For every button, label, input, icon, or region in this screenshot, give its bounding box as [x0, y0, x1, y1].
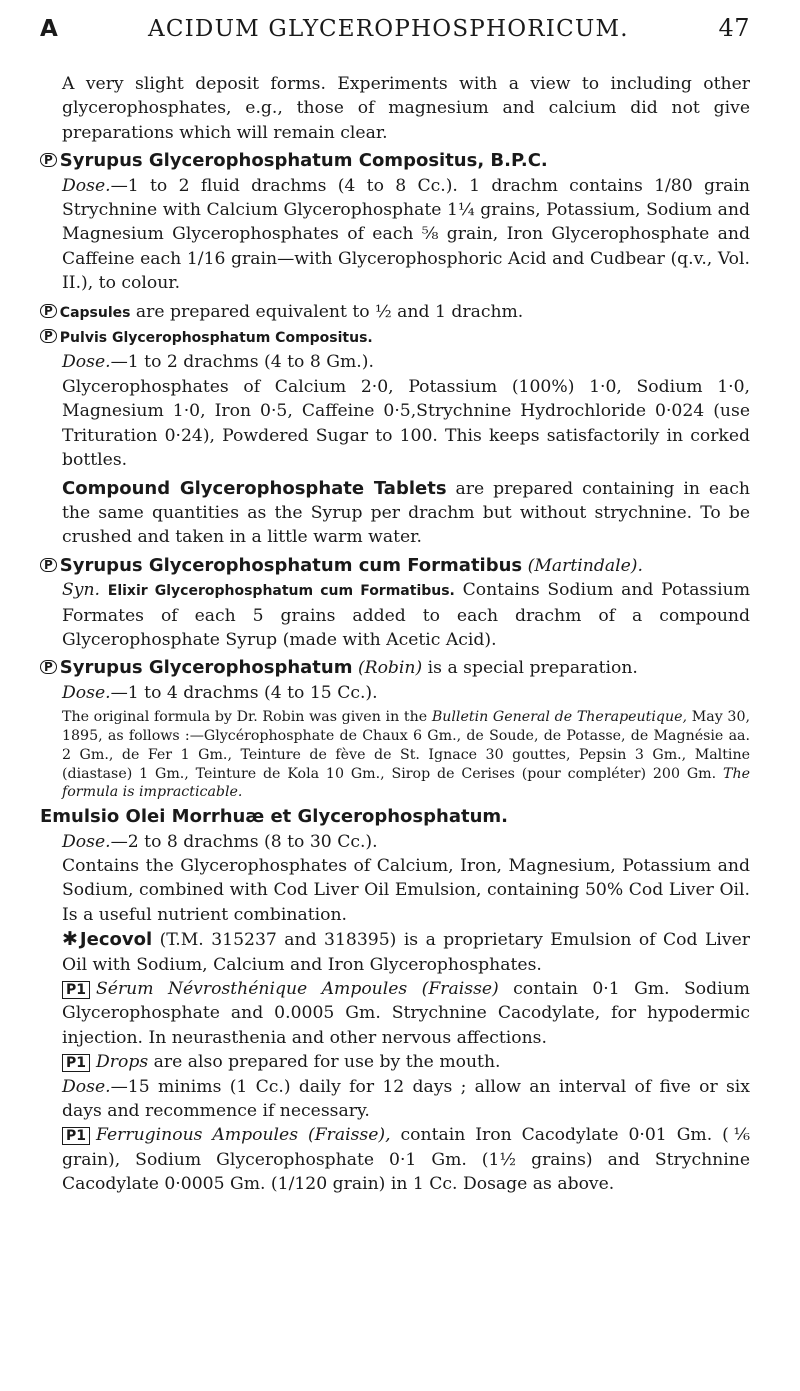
pharmacopoeia-mark-icon: P	[40, 660, 57, 674]
entry-title: Pulvis Glycerophosphatum Compositus.	[59, 330, 373, 347]
note-text: The original formula by Dr. Robin was given in the	[62, 709, 432, 726]
entry-author: (Martindale).	[527, 555, 643, 576]
entry-title: Syrupus Glycerophosphatum cum Formatibus	[59, 554, 523, 576]
entry-text: is a special preparation.	[422, 658, 638, 679]
proprietary-mark-icon: P1	[62, 1127, 90, 1145]
entry-formatibus-body	[40, 578, 750, 652]
page	[40, 14, 750, 1197]
dose-text: —2 to 8 drachms (8 to 30 Cc.).	[110, 831, 378, 852]
entry-emulsio-dose	[40, 830, 750, 854]
pharmacopoeia-mark-icon: P	[40, 304, 57, 318]
entry-title: Emulsio Olei Morrhuæ et Glycerophosphatum.	[40, 806, 508, 828]
dose-label: Dose.	[62, 1076, 111, 1097]
entry-capsules	[40, 300, 750, 325]
entry-pulvis-formula	[40, 375, 750, 473]
entry-syrupus-compositus-dose	[40, 174, 750, 296]
dose-text: —1 to 2 fluid drachms (4 to 8 Cc.). 1 drachm contains 1/80 grain Strychnine with Calcium Glycerophosphate 1¼ grains, Potassium, Sodium and Magnesium Glycerophosphates of each ⅝ grain, Iron Glycerophosphate and Caffeine each 1/16 grain—with Glycerophosphoric Acid and Cudbear (q.v., Vol. II.), to colour.	[62, 175, 750, 294]
proprietary-mark-icon: P1	[62, 1054, 90, 1072]
entry-text: are prepared equivalent to ½ and 1 drachm.	[130, 301, 524, 322]
entry-robin-dose	[40, 681, 750, 705]
entry-pulvis	[40, 325, 750, 350]
entry-text: contain 0·1 Gm. Sodium Glycerophosphate and 0.0005 Gm. Strychnine Cacodylate, for hypodermic injection. In neurasthenia and other nervous affections.	[62, 978, 750, 1048]
entry-title: Capsules	[59, 304, 131, 321]
intro-paragraph	[40, 72, 750, 145]
proprietary-star-icon: ✱	[62, 928, 78, 951]
entry-title: Drops	[96, 1052, 149, 1073]
entry-title: Jecovol	[79, 929, 153, 951]
entry-serum	[40, 977, 750, 1050]
entry-drops	[40, 1050, 750, 1074]
page-header	[40, 14, 750, 42]
entry-formatibus	[40, 554, 750, 578]
synonym-title: Elixir Glycerophosphatum cum Formatibus.	[107, 583, 455, 600]
entry-text: contain Iron Cacodylate 0·01 Gm. (⅙ grain), Sodium Glycerophosphate 0·1 Gm. (1½ grains) and Strychnine Cacodylate 0·0005 Gm. (1/120 grain) in 1 Cc. Dosage as above.	[62, 1125, 750, 1195]
dose-text: —1 to 4 drachms (4 to 15 Cc.).	[110, 682, 378, 703]
entry-robin	[40, 656, 750, 680]
dose-text: —1 to 2 drachms (4 to 8 Gm.).	[110, 352, 374, 373]
intro-text: A very slight deposit forms. Experiments with a view to including other glycerophosphates, e.g., those of magnesium and calcium did not give preparations which will remain clear.	[62, 74, 750, 143]
synonym-label: Syn.	[62, 580, 101, 601]
entry-title: Ferruginous Ampoules (Fraisse),	[96, 1125, 391, 1146]
entry-text: (T.M. 315237 and 318395) is a proprietary Emulsion of Cod Liver Oil with Sodium, Calcium and Iron Glycerophosphates.	[62, 930, 750, 975]
pharmacopoeia-mark-icon: P	[40, 329, 57, 343]
section-letter: A	[40, 16, 59, 42]
entry-pulvis-dose	[40, 350, 750, 374]
note-conclusion: The formula is impracticable.	[62, 765, 750, 801]
dose-text: —15 minims (1 Cc.) daily for 12 days ; allow an interval of five or six days and recommence if necessary.	[62, 1076, 750, 1122]
entry-text: are also prepared for use by the mouth.	[148, 1052, 501, 1073]
running-title: ACIDUM GLYCEROPHOSPHORICUM.	[148, 16, 629, 42]
proprietary-mark-icon: P1	[62, 981, 90, 999]
formula-text: Glycerophosphates of Calcium 2·0, Potassium (100%) 1·0, Sodium 1·0, Magnesium 1·0, Iron 0·5, Caffeine 0·5,Strychnine Hydrochloride 0·024 (use Trituration 0·24), Powdered Sugar to 100. This keeps satisfactorily in corked bottles.	[62, 376, 750, 471]
entry-emulsio	[40, 805, 750, 829]
entry-author: (Robin)	[357, 658, 423, 679]
entry-title: Compound Glycerophosphate Tablets	[62, 477, 447, 499]
entry-jecovol	[40, 927, 750, 977]
pharmacopoeia-mark-icon: P	[40, 558, 57, 572]
entry-text: are prepared containing in each the same quantities as the Syrup per drachm but without strychnine. To be crushed and taken in a little warm water.	[62, 478, 750, 548]
entry-text: Contains the Glycerophosphates of Calcium, Iron, Magnesium, Potassium and Sodium, combined with Cod Liver Oil Emulsion, containing 50% Cod Liver Oil. Is a useful nutrient combination.	[62, 855, 750, 925]
dose-label: Dose.	[62, 682, 111, 703]
note-journal: Bulletin General de Therapeutique,	[431, 709, 688, 726]
dose-label: Dose.	[62, 175, 111, 196]
entry-title: Syrupus Glycerophosphatum Compositus, B.P.C.	[59, 150, 548, 172]
entry-robin-note	[40, 708, 750, 802]
dose-label: Dose.	[62, 831, 111, 852]
entry-title: Syrupus Glycerophosphatum	[59, 657, 353, 679]
entry-tablets	[40, 477, 750, 550]
entry-title: Sérum Névrosthénique Ampoules (Fraisse)	[96, 978, 499, 999]
dose-label: Dose.	[62, 352, 111, 373]
note-text: May 30, 1895, as follows :—Glycérophosphate de Chaux 6 Gm., de Soude, de Potasse, de Magnésie aa. 2 Gm., de Fer 1 Gm., Teinture de fève de St. Ignace 30 gouttes, Pepsin 3 Gm., Maltine (diastase) 1 Gm., Teinture de Kola 10 Gm., Sirop de Cerises (pour compléter) 200 Gm.	[62, 709, 750, 782]
entry-ferruginous	[40, 1123, 750, 1196]
page-number: 47	[718, 14, 750, 42]
entry-syrupus-compositus	[40, 149, 750, 173]
entry-emulsio-body	[40, 854, 750, 927]
entry-drops-dose	[40, 1075, 750, 1124]
pharmacopoeia-mark-icon: P	[40, 153, 57, 167]
entry-text: Contains Sodium and Potassium Formates of each 5 grains added to each drachm of a compound Glycerophosphate Syrup (made with Acetic Acid).	[62, 580, 750, 650]
